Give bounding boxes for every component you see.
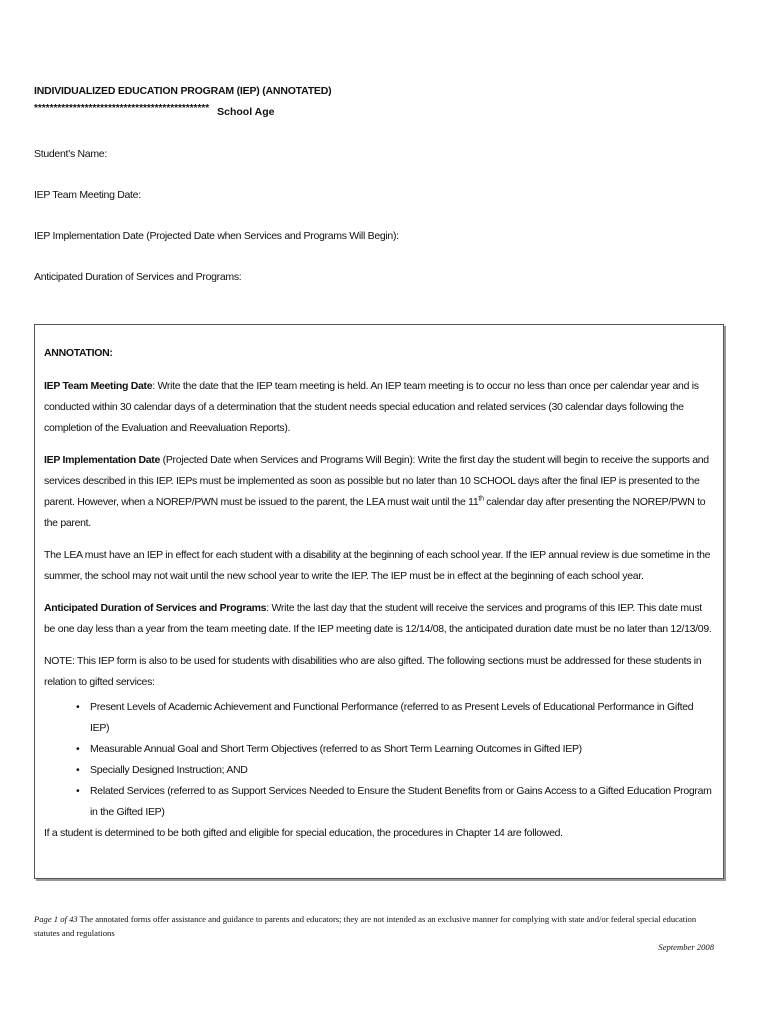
ordinal-suffix: th — [478, 495, 484, 503]
meeting-date-note — [44, 376, 714, 439]
meeting-date-text: : Write the date that the IEP team meeting is held. An IEP team meeting is to occur no less than once per calendar year and is conducted within 30 calendar days of a determination that the student needs special education and related services (30 calendar days following the completion of the Evaluation and Reevaluation Reports). — [44, 380, 699, 434]
implementation-date-text-b: calendar day after presenting the NOREP/PWN to the parent. — [44, 496, 706, 529]
lea-note: The LEA must have an IEP in effect for each student with a disability at the beginning of each school year. If the IEP annual review is due sometime in the summer, the school may not wait until the new school year to write the IEP. The IEP must be in effect at the beginning of each school year. — [44, 549, 711, 582]
annotation-box — [34, 324, 724, 879]
asterisk-line: ********************************************* — [34, 103, 210, 114]
form-title: INDIVIDUALIZED EDUCATION PROGRAM (IEP) (ANNOTATED) — [34, 85, 332, 97]
list-item: • Present Levels of Academic Achievement and Functional Performance (referred to as Present Levels of Educational Performance in Gifted IEP) — [78, 697, 714, 739]
annotation-content — [44, 343, 714, 855]
footer-disclaimer: The annotated forms offer assistance and guidance to parents and educators; they are not intended as an exclusive manner for complying with state and/or federal special education statutes and regulations — [34, 914, 697, 938]
title-separator — [34, 102, 334, 118]
duration-text: : Write the last day that the student will receive the services and programs of this IEP. This date must be one day less than a year from the team meeting date. If the IEP meeting date is 12/14/08, the anticipated duration date must be no later than 12/13/09. — [44, 602, 712, 635]
school-age-label: School Age — [217, 106, 275, 118]
annotation-heading: ANNOTATION: — [44, 347, 113, 359]
gifted-sections-list — [44, 697, 714, 823]
implementation-date-note — [44, 450, 714, 534]
meeting-date-label: IEP Team Meeting Date — [44, 380, 153, 392]
chapter-14-note: If a student is determined to be both gifted and eligible for special education, the procedures in Chapter 14 are followed. — [44, 827, 563, 839]
list-item: • Specially Designed Instruction; AND — [78, 760, 714, 781]
footer-date: September 2008 — [658, 942, 714, 952]
duration-label: Anticipated Duration of Services and Programs — [44, 602, 267, 614]
meeting-date-field: IEP Team Meeting Date: — [34, 189, 141, 201]
implementation-date-text-a: (Projected Date when Services and Programs Will Begin): Write the first day the student will begin to receive the supports and services described in this IEP. IEPs must be implemented as soon as possible but no later than 10 SCHOOL days after the final IEP is presented to the parent. However, when a NOREP/PWN must be issued to the parent, the LEA must wait until the 11 — [44, 454, 709, 508]
page-number: Page 1 of 43 — [34, 914, 78, 924]
list-item: • Related Services (referred to as Support Services Needed to Ensure the Student Benefits from or Gains Access to a Gifted Education Program in the Gifted IEP) — [78, 781, 714, 823]
student-name-field: Student’s Name: — [34, 148, 107, 160]
page-footer — [34, 912, 714, 954]
list-item: • Measurable Annual Goal and Short Term Objectives (referred to as Short Term Learning Outcomes in Gifted IEP) — [78, 739, 714, 760]
duration-field: Anticipated Duration of Services and Programs: — [34, 271, 242, 283]
implementation-date-field: IEP Implementation Date (Projected Date when Services and Programs Will Begin): — [34, 230, 399, 242]
implementation-date-label: IEP Implementation Date — [44, 454, 161, 466]
gifted-note: NOTE: This IEP form is also to be used for students with disabilities who are also gifted. The following sections must be addressed for these students in relation to gifted services: — [44, 655, 702, 688]
duration-note — [44, 598, 714, 640]
